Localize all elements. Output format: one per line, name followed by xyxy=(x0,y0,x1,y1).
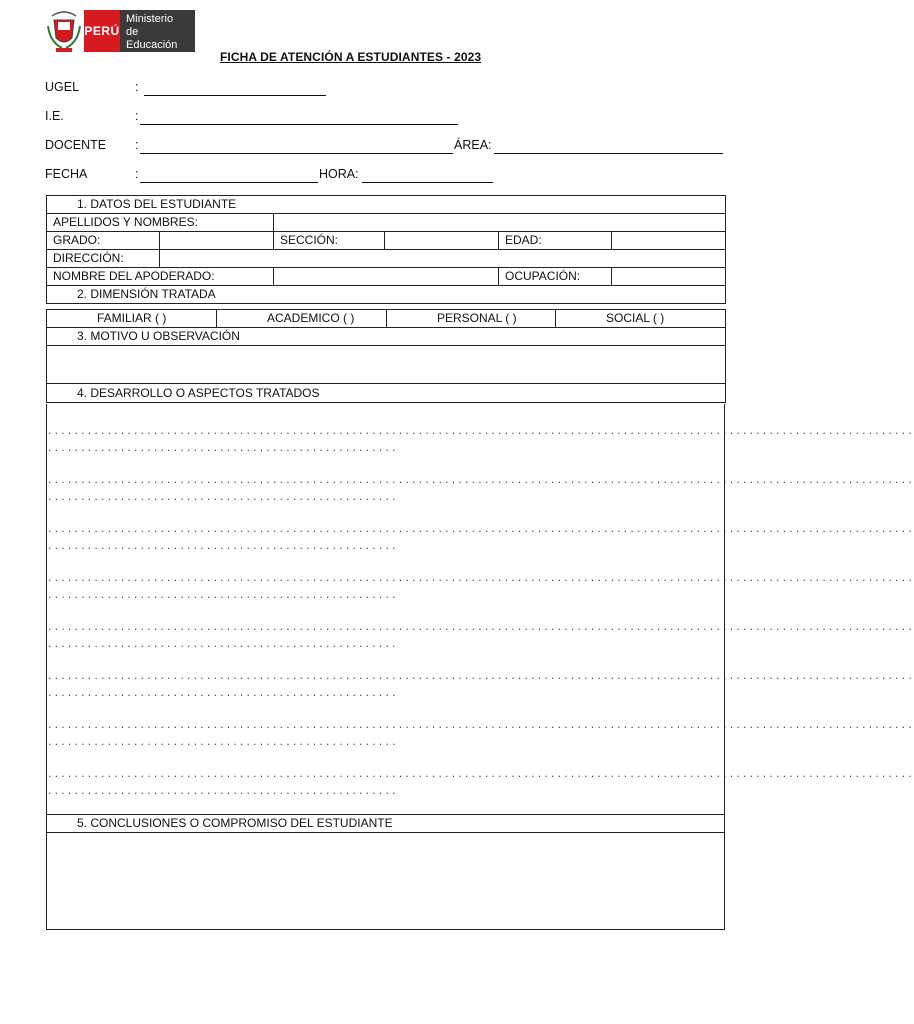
ie-colon: : xyxy=(135,109,139,123)
student-form-table xyxy=(46,195,726,304)
ocupacion-label: OCUPACIÓN: xyxy=(499,268,612,286)
seccion-field[interactable] xyxy=(385,232,499,250)
dot-line: ................................................................................................................................... xyxy=(47,721,914,731)
section-1-heading: 1. DATOS DEL ESTUDIANTE xyxy=(47,196,726,214)
coat-of-arms-icon xyxy=(44,6,84,56)
apellidos-field[interactable] xyxy=(274,214,726,232)
apellidos-label: APELLIDOS Y NOMBRES: xyxy=(47,214,274,232)
fecha-label: FECHA xyxy=(45,167,88,181)
option-familiar[interactable]: FAMILIAR ( ) xyxy=(47,310,217,328)
dot-line-short: ..................................................... xyxy=(47,542,398,552)
grado-field[interactable] xyxy=(160,232,274,250)
ie-label: I.E. xyxy=(45,109,64,123)
dot-line-short: ..................................................... xyxy=(47,493,398,503)
ugel-label: UGEL xyxy=(45,80,80,94)
hora-label: HORA: xyxy=(319,167,359,181)
dot-line: ................................................................................................................................... xyxy=(47,770,914,780)
edad-field[interactable] xyxy=(612,232,726,250)
ocupacion-field[interactable] xyxy=(612,268,726,286)
section-3-heading: 3. MOTIVO U OBSERVACIÓN xyxy=(47,328,726,346)
document-title: FICHA DE ATENCIÓN A ESTUDIANTES - 2023 xyxy=(220,50,482,64)
ugel-colon: : xyxy=(135,80,139,94)
dot-line: ................................................................................................................................... xyxy=(47,476,914,486)
dot-line: ................................................................................................................................... xyxy=(47,672,914,682)
minedu-logo xyxy=(44,6,195,56)
section-5-heading: 5. CONCLUSIONES O COMPROMISO DEL ESTUDIANTE xyxy=(47,815,725,833)
section-2-heading: 2. DIMENSIÓN TRATADA xyxy=(47,286,726,304)
fecha-field[interactable] xyxy=(140,182,318,183)
peru-label: PERÚ xyxy=(84,10,120,52)
docente-label: DOCENTE xyxy=(45,138,107,152)
seccion-label: SECCIÓN: xyxy=(274,232,385,250)
dot-line-short: ..................................................... xyxy=(47,640,398,650)
area-field[interactable] xyxy=(494,153,723,154)
ministry-line-1: Ministerio xyxy=(126,13,174,25)
hora-field[interactable] xyxy=(362,182,493,183)
conclusiones-table xyxy=(46,814,725,930)
ministry-line-2: de Educación xyxy=(126,26,178,51)
direccion-field[interactable] xyxy=(160,250,726,268)
motivo-field[interactable] xyxy=(47,346,726,384)
dimension-table xyxy=(46,309,726,403)
option-academico[interactable]: ACADEMICO ( ) xyxy=(217,310,387,328)
area-label: ÁREA: xyxy=(454,138,492,152)
desarrollo-area[interactable] xyxy=(46,404,914,815)
fecha-colon: : xyxy=(135,167,139,181)
grado-label: GRADO: xyxy=(47,232,160,250)
dot-line-short: ..................................................... xyxy=(47,689,398,699)
docente-colon: : xyxy=(135,138,139,152)
direccion-label: DIRECCIÓN: xyxy=(47,250,160,268)
option-social[interactable]: SOCIAL ( ) xyxy=(556,310,726,328)
apoderado-field[interactable] xyxy=(274,268,499,286)
dot-line-short: ..................................................... xyxy=(47,787,398,797)
docente-field[interactable] xyxy=(140,153,453,154)
dot-line: ................................................................................................................................... xyxy=(47,574,914,584)
dot-line-short: ..................................................... xyxy=(47,444,398,454)
dot-line: ................................................................................................................................... xyxy=(47,525,914,535)
dot-line-short: ..................................................... xyxy=(47,738,398,748)
conclusiones-field[interactable] xyxy=(47,833,725,930)
dot-line: ................................................................................................................................... xyxy=(47,427,914,437)
apoderado-label: NOMBRE DEL APODERADO: xyxy=(47,268,274,286)
dot-line-short: ..................................................... xyxy=(47,591,398,601)
dot-line: ................................................................................................................................... xyxy=(47,623,914,633)
edad-label: EDAD: xyxy=(499,232,612,250)
ugel-field[interactable] xyxy=(144,95,326,96)
section-4-heading: 4. DESARROLLO O ASPECTOS TRATADOS xyxy=(47,384,726,403)
option-personal[interactable]: PERSONAL ( ) xyxy=(387,310,556,328)
ie-field[interactable] xyxy=(140,124,458,125)
ministry-label xyxy=(120,10,195,52)
